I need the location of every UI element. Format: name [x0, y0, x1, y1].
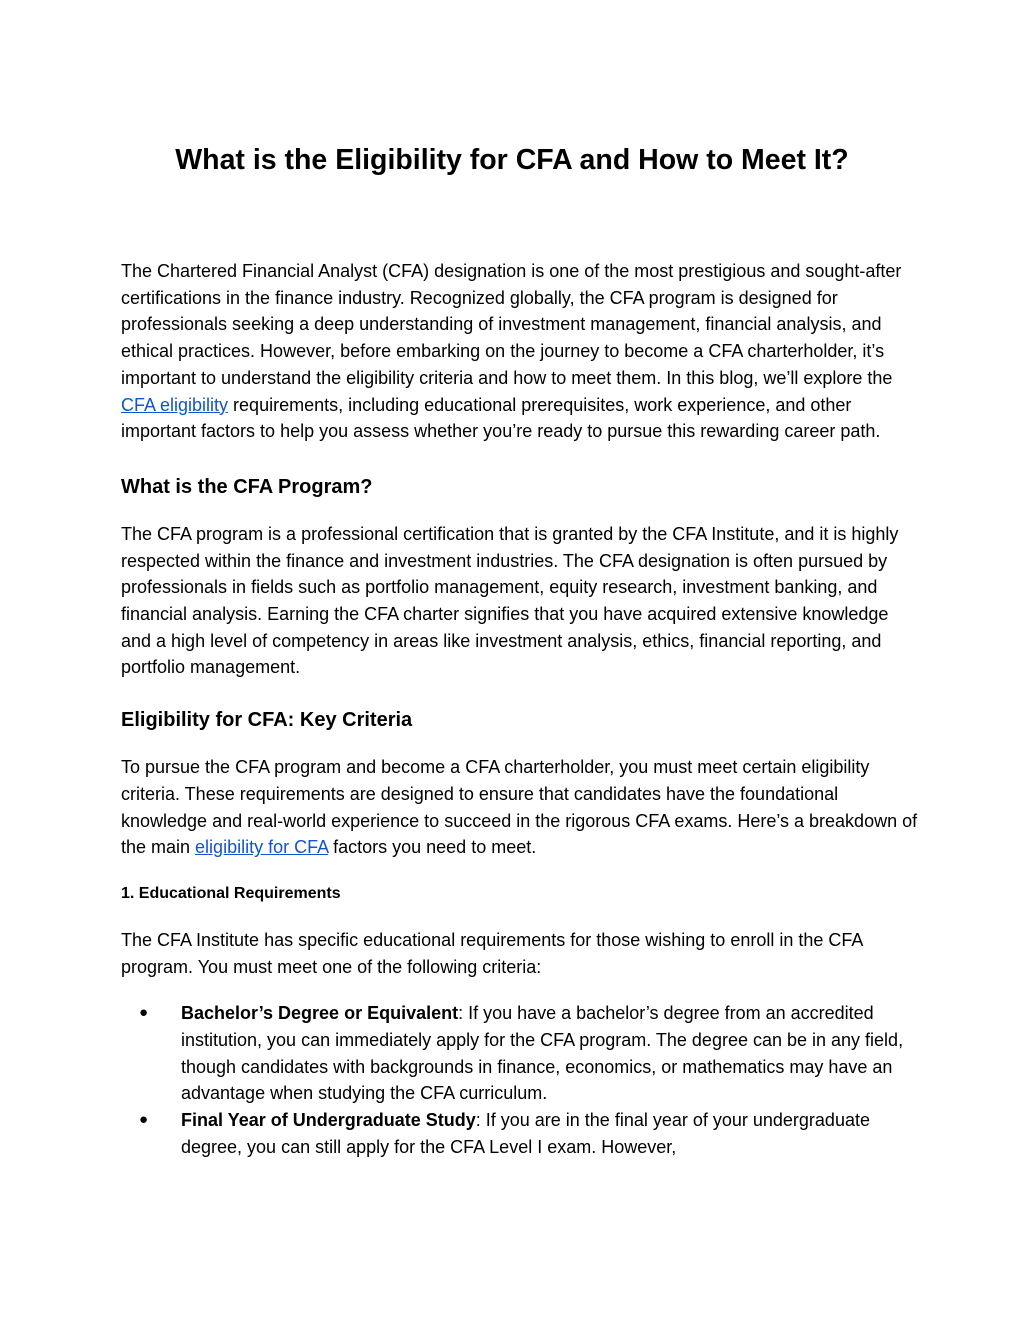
cfa-eligibility-link[interactable]: CFA eligibility — [121, 394, 229, 415]
section-heading-key-criteria: Eligibility for CFA: Key Criteria — [121, 709, 413, 732]
key-criteria-paragraph — [121, 754, 921, 861]
list-item — [121, 1000, 921, 1107]
eligibility-for-cfa-link[interactable]: eligibility for CFA — [195, 837, 329, 858]
intro-text-end: requirements, including educational prerequisites, work experience, and other important factors to help you assess whether you’re ready to pursue this rewarding career path. — [121, 394, 881, 442]
bullet-icon: ● — [139, 1111, 149, 1129]
key-criteria-text-start: To pursue the CFA program and become a CFA charterholder, you must meet certain eligibility criteria. These requirements are designed to ensure that candidates have the foundational knowledge and real-world experience to succeed in the rigorous CFA exams. Here’s a breakdown of the main — [121, 757, 918, 858]
bullet-icon: ● — [139, 1004, 149, 1022]
cfa-program-paragraph: The CFA program is a professional certification that is granted by the CFA Institute, and it is highly respected within the finance and investment industries. The CFA designation is often pursued by professionals in fields such as portfolio management, equity research, investment banking, and financial analysis. Earning the CFA charter signifies that you have acquired extensive knowledge and a high level of competency in areas like investment analysis, ethics, financial reporting, and portfolio management. — [121, 523, 899, 678]
list-item — [121, 1107, 921, 1160]
bullet-term: Bachelor’s Degree or Equivalent — [181, 1003, 459, 1024]
subsection-heading-educational-requirements: 1. Educational Requirements — [121, 884, 341, 902]
intro-paragraph — [121, 258, 921, 445]
educational-requirements-paragraph: The CFA Institute has specific educational requirements for those wishing to enroll in the CFA program. You must meet one of the following criteria: — [121, 929, 863, 977]
section-heading-cfa-program: What is the CFA Program? — [121, 475, 373, 498]
intro-text-start: The Chartered Financial Analyst (CFA) designation is one of the most prestigious and sought-after certifications in the finance industry. Recognized globally, the CFA program is designed for professionals seeking a deep understanding of investment management, financial analysis, and ethical practices. However, before embarking on the journey to become a CFA charterholder, it’s important to understand the eligibility criteria and how to meet them. In this blog, we’ll explore the — [121, 261, 902, 388]
key-criteria-text-end: factors you need to meet. — [328, 837, 537, 858]
bullet-text: : If you have a bachelor’s degree from an accredited institution, you can immediately apply for the CFA program. The degree can be in any field, though candidates with backgrounds in finance, economics, or mathematics may have an advantage when studying the CFA curriculum. — [181, 1003, 904, 1104]
bullet-term: Final Year of Undergraduate Study — [181, 1110, 476, 1131]
educational-criteria-list — [121, 1000, 921, 1160]
bullet-text: : If you are in the final year of your undergraduate degree, you can still apply for the CFA Level I exam. However, — [181, 1110, 870, 1157]
page-title: What is the Eligibility for CFA and How to Meet It? — [175, 144, 849, 176]
document-content — [121, 258, 921, 1161]
